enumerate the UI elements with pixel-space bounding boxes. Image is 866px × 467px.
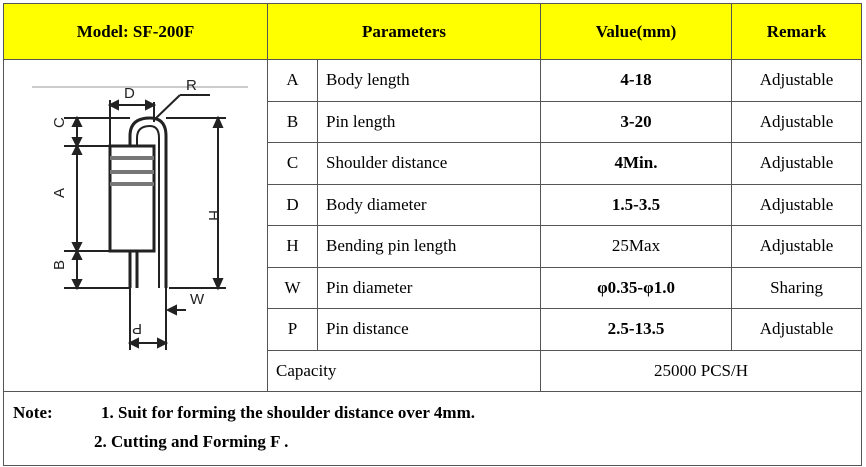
param-name: Pin diameter [318, 267, 541, 309]
param-value: φ0.35-φ1.0 [541, 267, 732, 309]
param-name: Bending pin length [318, 226, 541, 268]
param-value: 3-20 [541, 101, 732, 143]
param-value: 25Max [541, 226, 732, 268]
param-remark: Adjustable [732, 226, 862, 268]
param-letter: H [268, 226, 318, 268]
dim-label-b: B [51, 259, 68, 270]
capacity-value: 25000 PCS/H [541, 350, 862, 392]
param-letter: C [268, 143, 318, 185]
param-remark: Adjustable [732, 143, 862, 185]
param-remark: Adjustable [732, 184, 862, 226]
capacity-label: Capacity [268, 350, 541, 392]
note-cell [4, 392, 862, 466]
remark-header: Remark [732, 4, 862, 60]
spec-table [3, 3, 862, 466]
param-letter: W [268, 267, 318, 309]
param-name: Pin length [318, 101, 541, 143]
param-letter: A [268, 60, 318, 102]
param-remark: Adjustable [732, 101, 862, 143]
param-name: Shoulder distance [318, 143, 541, 185]
spec-sheet [3, 3, 861, 462]
dim-label-d: D [124, 85, 135, 102]
param-value: 4Min. [541, 143, 732, 185]
param-name: Pin distance [318, 309, 541, 351]
table-row [4, 60, 862, 102]
bent-lead-component-diagram [4, 60, 266, 386]
value-header: Value(mm) [541, 4, 732, 60]
dim-label-c: C [51, 117, 68, 128]
param-letter: D [268, 184, 318, 226]
parameters-header: Parameters [268, 4, 541, 60]
note-line-2: 2. Cutting and Forming F . [94, 432, 289, 451]
note-row [4, 392, 862, 466]
note-label: Note: [13, 403, 53, 422]
param-remark: Adjustable [732, 309, 862, 351]
param-letter: P [268, 309, 318, 351]
param-value: 1.5-3.5 [541, 184, 732, 226]
dim-label-a: A [51, 187, 68, 198]
param-value: 2.5-13.5 [541, 309, 732, 351]
note-line-1: 1. Suit for forming the shoulder distance over 4mm. [101, 403, 475, 422]
dim-label-p: P [131, 320, 142, 337]
param-value: 4-18 [541, 60, 732, 102]
component-diagram-cell [4, 60, 268, 392]
header-row [4, 4, 862, 60]
param-name: Body diameter [318, 184, 541, 226]
param-letter: B [268, 101, 318, 143]
dim-label-r: R [186, 77, 197, 94]
dim-label-w: W [190, 291, 205, 308]
param-remark: Adjustable [732, 60, 862, 102]
dim-label-h: H [205, 210, 222, 221]
param-remark: Sharing [732, 267, 862, 309]
model-header: Model: SF-200F [4, 4, 268, 60]
param-name: Body length [318, 60, 541, 102]
